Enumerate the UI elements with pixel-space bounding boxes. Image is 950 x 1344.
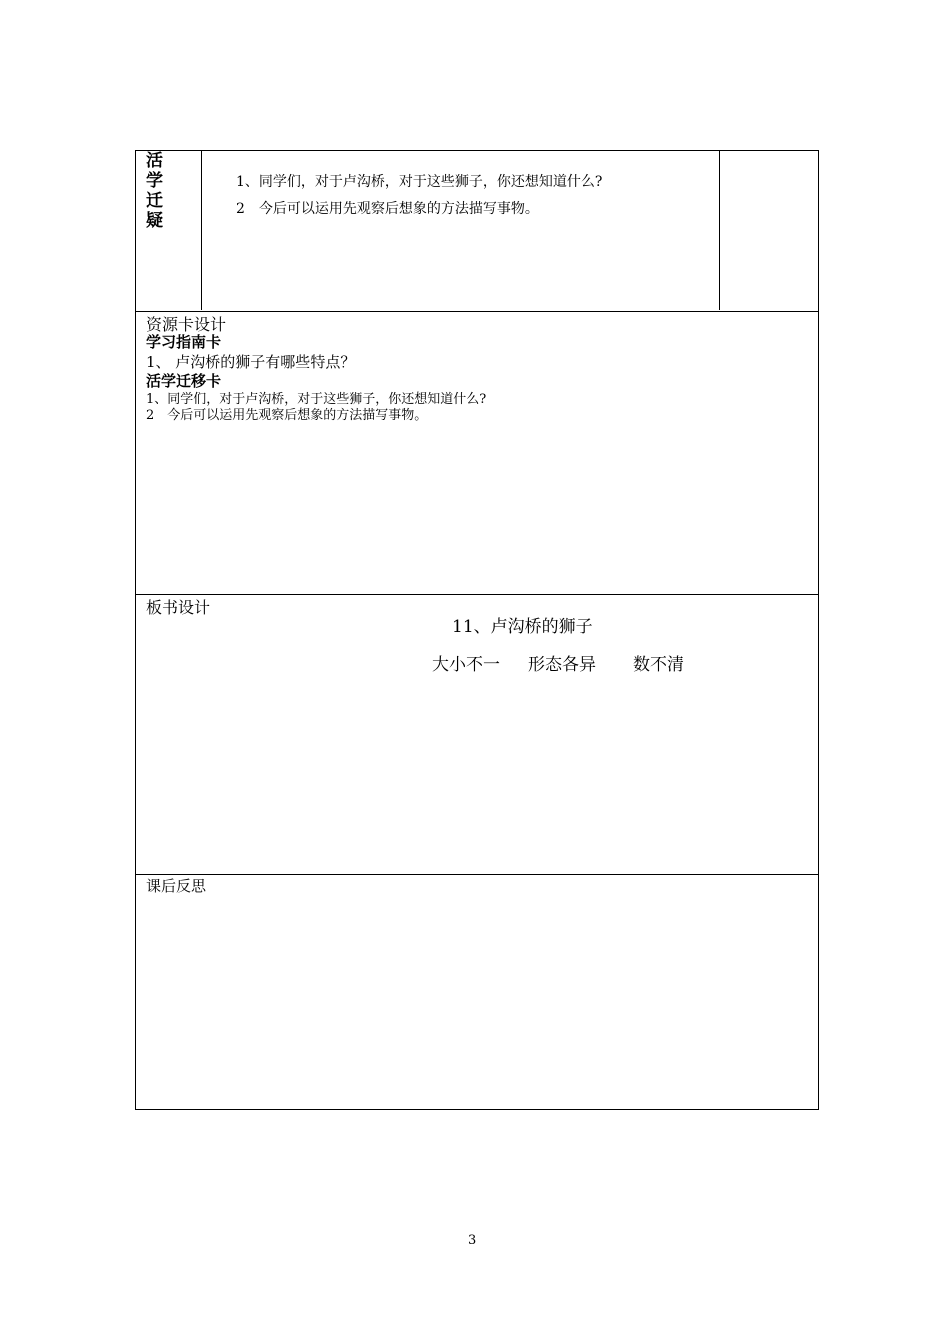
transfer-card-title: 活学迁移卡 bbox=[146, 372, 222, 390]
side-title-cell bbox=[136, 151, 202, 310]
content-cell bbox=[202, 151, 720, 310]
board-point: 数不清 bbox=[633, 655, 684, 675]
board-heading: 板书设计 bbox=[146, 598, 211, 617]
side-title-char: 学 bbox=[146, 171, 163, 191]
lesson-plan-table bbox=[135, 150, 819, 1110]
side-title-char: 活 bbox=[146, 151, 163, 171]
side-title-char: 迁 bbox=[146, 191, 163, 211]
reflection-section bbox=[136, 874, 818, 1109]
transfer-card-item-1: 1、同学们，对于卢沟桥，对于这些狮子，你还想知道什么? bbox=[146, 392, 487, 407]
resource-heading: 资源卡设计 bbox=[146, 315, 227, 334]
guide-card-title: 学习指南卡 bbox=[146, 333, 222, 351]
board-design-section bbox=[136, 594, 818, 875]
board-point: 大小不一 bbox=[432, 655, 500, 675]
side-title bbox=[146, 151, 166, 231]
reflection-heading: 课后反思 bbox=[146, 877, 207, 895]
transfer-card-item-2: 2 今后可以运用先观察后想象的方法描写事物。 bbox=[146, 408, 428, 423]
page-number: 3 bbox=[468, 1233, 477, 1248]
board-point: 形态各异 bbox=[528, 655, 596, 675]
resource-card-section bbox=[136, 311, 818, 595]
question-line-2: 2 今后可以运用先观察后想象的方法描写事物。 bbox=[236, 201, 539, 217]
question-line-1: 1、同学们，对于卢沟桥，对于这些狮子，你还想知道什么? bbox=[236, 174, 603, 190]
guide-card-item: 1、 卢沟桥的狮子有哪些特点？ bbox=[146, 353, 356, 371]
transfer-question-row bbox=[136, 151, 818, 312]
board-title: 11、卢沟桥的狮子 bbox=[452, 617, 593, 637]
notes-cell bbox=[720, 151, 818, 310]
side-title-char: 疑 bbox=[146, 211, 163, 231]
